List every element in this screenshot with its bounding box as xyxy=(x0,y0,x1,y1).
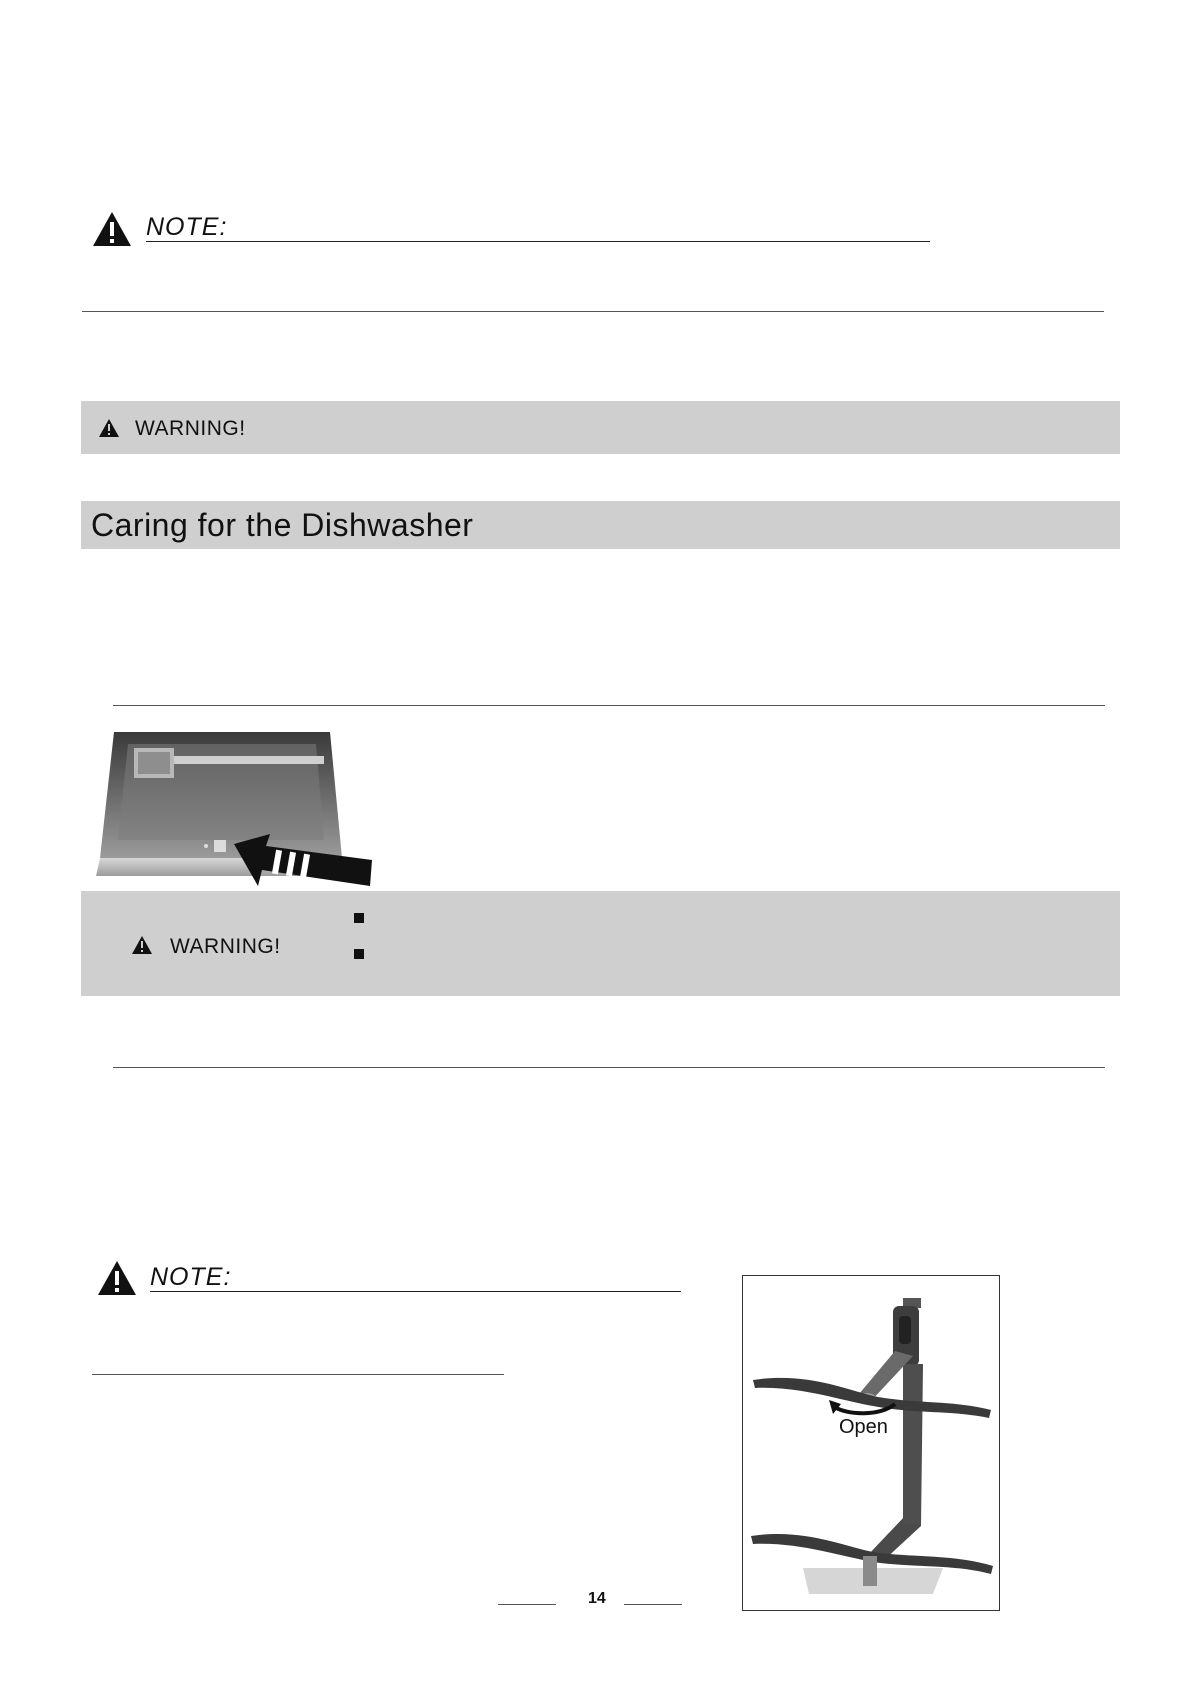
bullet-marker xyxy=(354,949,364,959)
warning-triangle-icon xyxy=(97,1260,137,1296)
footer-line xyxy=(498,1604,556,1605)
warning-triangle-icon xyxy=(131,935,153,955)
bullet-marker xyxy=(354,913,364,923)
warning-triangle-icon xyxy=(98,418,120,438)
section-title-bar xyxy=(81,501,1120,549)
note-underline xyxy=(150,1291,681,1292)
spray-arm-illustration xyxy=(743,1276,998,1609)
note-heading: NOTE: xyxy=(150,1263,232,1291)
section-divider xyxy=(113,705,1105,706)
spray-arm-figure xyxy=(742,1275,1000,1611)
page-number: 14 xyxy=(588,1590,606,1607)
note-heading: NOTE: xyxy=(146,213,228,241)
section-title: Caring for the Dishwasher xyxy=(91,507,474,543)
section-divider xyxy=(82,311,1104,312)
warning-label: WARNING! xyxy=(135,417,246,440)
section-divider xyxy=(92,1374,504,1375)
warning-label: WARNING! xyxy=(170,935,281,958)
warning-bar xyxy=(81,401,1120,454)
warning-bar xyxy=(81,891,1120,996)
section-divider xyxy=(113,1067,1105,1068)
note-underline xyxy=(146,241,930,242)
warning-triangle-icon xyxy=(92,211,132,247)
footer-line xyxy=(624,1604,682,1605)
open-label: Open xyxy=(839,1416,888,1438)
